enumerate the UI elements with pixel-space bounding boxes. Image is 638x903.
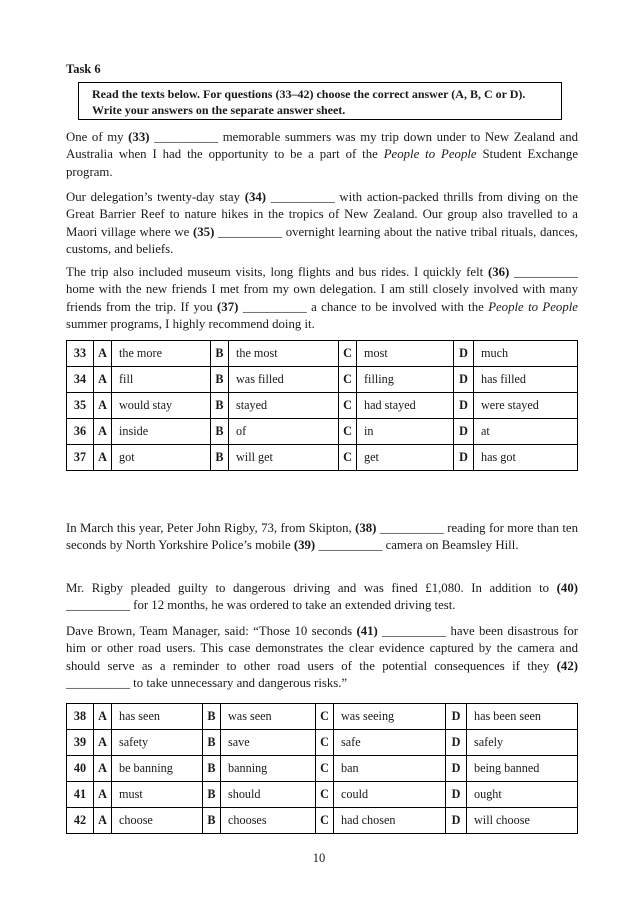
text2-paragraph-1: In March this year, Peter John Rigby, 73, from Skipton, (38) __________ reading for more than ten seconds by North Yorkshire Police’s mobile (39) __________ camera on Beamsley Hill. bbox=[66, 521, 578, 553]
option-a-text: safety bbox=[112, 730, 203, 756]
question-number: 33 bbox=[67, 341, 94, 367]
question-number: 34 bbox=[67, 367, 94, 393]
question-number: 42 bbox=[67, 808, 94, 834]
answer-row bbox=[67, 393, 578, 419]
text2-paragraph-3: Dave Brown, Team Manager, said: “Those 10 seconds (41) __________ have been disastrous for him or other road users. This case demonstrates the clear evidence captured by the camera and should serve as a reminder to other road users of the potential consequences if they (42) __________ to take unnecessary and dangerous risks.” bbox=[66, 624, 578, 691]
option-letter-d: D bbox=[454, 341, 474, 367]
page-number: 10 bbox=[312, 851, 326, 865]
option-letter-c: C bbox=[339, 445, 357, 471]
option-b-text: was filled bbox=[229, 367, 339, 393]
option-letter-a: A bbox=[94, 445, 112, 471]
option-c-text: was seeing bbox=[334, 704, 446, 730]
option-letter-a: A bbox=[94, 419, 112, 445]
text2-paragraph-2: Mr. Rigby pleaded guilty to dangerous driving and was fined £1,080. In addition to (40) __________ for 12 months, he was ordered to take an extended driving test. bbox=[66, 581, 578, 613]
option-c-text: could bbox=[334, 782, 446, 808]
option-c-text: safe bbox=[334, 730, 446, 756]
instructions-line-1: Read the texts below. For questions (33–42) choose the correct answer (A, B, C or D). bbox=[92, 87, 526, 101]
option-d-text: ought bbox=[467, 782, 578, 808]
option-c-text: had stayed bbox=[357, 393, 454, 419]
option-d-text: being banned bbox=[467, 756, 578, 782]
text1-paragraph-3: The trip also included museum visits, long flights and bus rides. I quickly felt (36) __________ home with the new friends I met from my own delegation. I am still closely involved with many friends from the trip. If you (37) __________ a chance to be involved with the People to People summer programs, I highly recommend doing it. bbox=[66, 265, 579, 332]
answer-row bbox=[67, 445, 578, 471]
option-a-text: got bbox=[112, 445, 211, 471]
option-d-text: at bbox=[474, 419, 578, 445]
option-letter-c: C bbox=[316, 782, 334, 808]
option-letter-d: D bbox=[454, 445, 474, 471]
option-letter-a: A bbox=[94, 393, 112, 419]
option-letter-a: A bbox=[94, 808, 112, 834]
option-a-text: must bbox=[112, 782, 203, 808]
option-letter-c: C bbox=[339, 393, 357, 419]
option-a-text: inside bbox=[112, 419, 211, 445]
answer-row bbox=[67, 782, 578, 808]
option-letter-c: C bbox=[339, 419, 357, 445]
option-letter-d: D bbox=[446, 808, 467, 834]
option-letter-a: A bbox=[94, 367, 112, 393]
option-b-text: of bbox=[229, 419, 339, 445]
option-letter-c: C bbox=[339, 341, 357, 367]
option-d-text: safely bbox=[467, 730, 578, 756]
option-a-text: has seen bbox=[112, 704, 203, 730]
option-c-text: most bbox=[357, 341, 454, 367]
answer-row bbox=[67, 367, 578, 393]
option-a-text: the more bbox=[112, 341, 211, 367]
option-letter-a: A bbox=[94, 704, 112, 730]
option-d-text: has got bbox=[474, 445, 578, 471]
answer-row bbox=[67, 419, 578, 445]
question-number: 38 bbox=[67, 704, 94, 730]
option-letter-b: B bbox=[211, 341, 229, 367]
option-b-text: the most bbox=[229, 341, 339, 367]
answer-row bbox=[67, 730, 578, 756]
option-letter-d: D bbox=[446, 756, 467, 782]
option-b-text: stayed bbox=[229, 393, 339, 419]
option-c-text: in bbox=[357, 419, 454, 445]
question-number: 40 bbox=[67, 756, 94, 782]
option-letter-b: B bbox=[211, 393, 229, 419]
option-b-text: save bbox=[221, 730, 316, 756]
option-d-text: will choose bbox=[467, 808, 578, 834]
option-b-text: banning bbox=[221, 756, 316, 782]
option-letter-b: B bbox=[203, 704, 221, 730]
option-d-text: has been seen bbox=[467, 704, 578, 730]
option-letter-c: C bbox=[339, 367, 357, 393]
option-d-text: much bbox=[474, 341, 578, 367]
answer-table-33-37 bbox=[66, 340, 578, 471]
question-number: 41 bbox=[67, 782, 94, 808]
option-a-text: choose bbox=[112, 808, 203, 834]
option-letter-c: C bbox=[316, 756, 334, 782]
task-title: Task 6 bbox=[66, 62, 101, 76]
option-letter-c: C bbox=[316, 808, 334, 834]
option-letter-b: B bbox=[211, 445, 229, 471]
option-b-text: will get bbox=[229, 445, 339, 471]
answer-row bbox=[67, 341, 578, 367]
answer-row bbox=[67, 756, 578, 782]
option-letter-a: A bbox=[94, 730, 112, 756]
option-letter-a: A bbox=[94, 782, 112, 808]
option-letter-c: C bbox=[316, 704, 334, 730]
option-letter-b: B bbox=[203, 756, 221, 782]
question-number: 37 bbox=[67, 445, 94, 471]
option-b-text: should bbox=[221, 782, 316, 808]
option-c-text: get bbox=[357, 445, 454, 471]
option-letter-b: B bbox=[203, 730, 221, 756]
option-letter-b: B bbox=[211, 419, 229, 445]
answer-row bbox=[67, 704, 578, 730]
option-d-text: were stayed bbox=[474, 393, 578, 419]
option-letter-d: D bbox=[454, 419, 474, 445]
text1-paragraph-2: Our delegation’s twenty-day stay (34) __________ with action-packed thrills from diving on the Great Barrier Reef to nature hikes in the tropics of New Zealand. Our group also travelled to a Maori village where we (35) __________ overnight learning about the native tribal rituals, dances, customs, and beliefs. bbox=[66, 190, 579, 257]
option-letter-d: D bbox=[446, 730, 467, 756]
question-number: 39 bbox=[67, 730, 94, 756]
option-b-text: was seen bbox=[221, 704, 316, 730]
option-letter-c: C bbox=[316, 730, 334, 756]
option-c-text: ban bbox=[334, 756, 446, 782]
text1-paragraph-1: One of my (33) __________ memorable summers was my trip down under to New Zealand and Australia when I had the opportunity to be a part of the People to People Student Exchange program. bbox=[66, 130, 578, 179]
option-a-text: fill bbox=[112, 367, 211, 393]
option-d-text: has filled bbox=[474, 367, 578, 393]
option-a-text: be banning bbox=[112, 756, 203, 782]
answer-row bbox=[67, 808, 578, 834]
option-a-text: would stay bbox=[112, 393, 211, 419]
answer-table-38-42 bbox=[66, 703, 578, 834]
option-letter-a: A bbox=[94, 756, 112, 782]
option-letter-b: B bbox=[203, 808, 221, 834]
option-c-text: had chosen bbox=[334, 808, 446, 834]
option-letter-d: D bbox=[446, 704, 467, 730]
instructions-box bbox=[78, 82, 562, 120]
question-number: 35 bbox=[67, 393, 94, 419]
option-letter-d: D bbox=[454, 367, 474, 393]
question-number: 36 bbox=[67, 419, 94, 445]
option-letter-d: D bbox=[446, 782, 467, 808]
option-letter-a: A bbox=[94, 341, 112, 367]
option-c-text: filling bbox=[357, 367, 454, 393]
option-letter-d: D bbox=[454, 393, 474, 419]
option-letter-b: B bbox=[211, 367, 229, 393]
instructions-line-2: Write your answers on the separate answer sheet. bbox=[92, 102, 346, 117]
option-letter-b: B bbox=[203, 782, 221, 808]
option-b-text: chooses bbox=[221, 808, 316, 834]
